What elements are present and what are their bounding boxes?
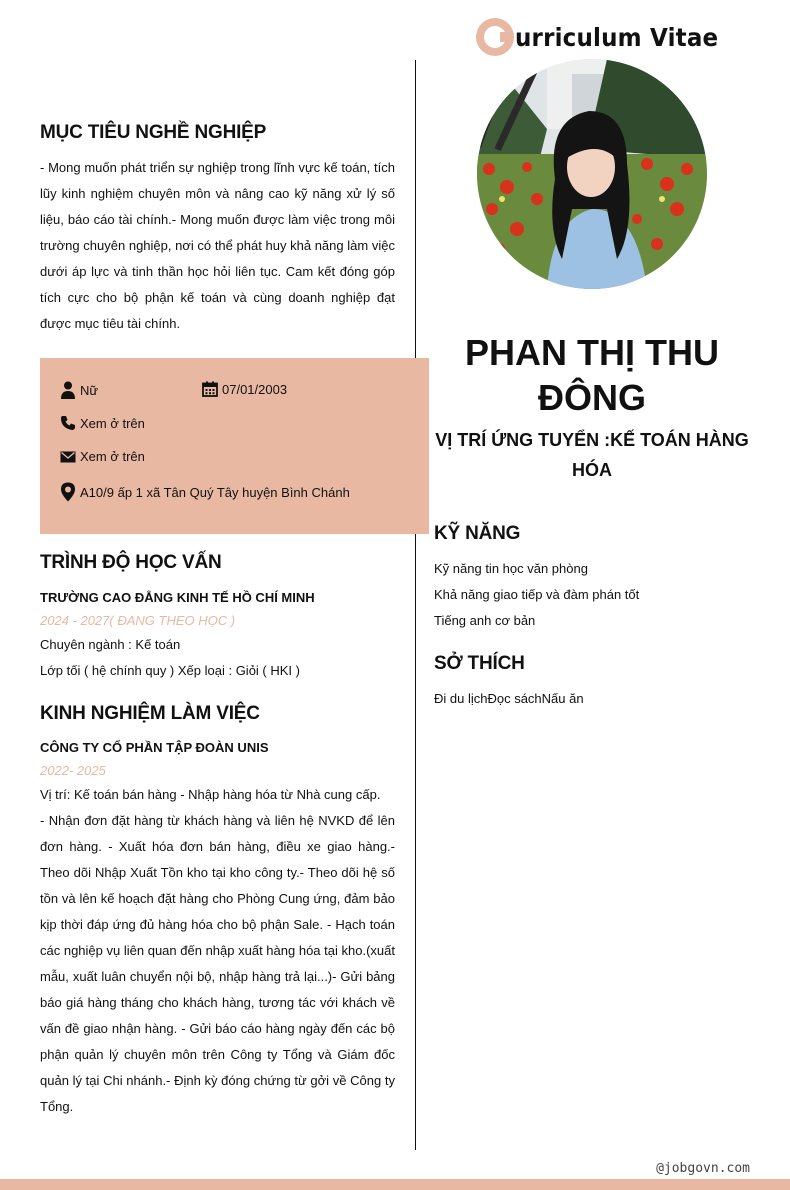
phone-row: [60, 415, 145, 431]
hobbies-title: SỞ THÍCH: [434, 653, 525, 674]
candidate-name: PHAN THỊ THU ĐÔNG: [465, 332, 719, 418]
skill-item: Kỹ năng tin học văn phòng: [434, 561, 588, 576]
logo-text: urriculum Vitae: [515, 22, 719, 52]
objective-text: - Mong muốn phát triển sự nghiệp trong lĩnh vực kế toán, tích lũy kinh nghiệm chuyên môn và nâng cao kỹ năng xử lý số liệu, báo cáo tài chính.- Mong muốn được làm việc trong môi trường chuyên nghiệp, nơi có thể phát huy khả năng làm việc dưới áp lực và tinh thần học hỏi liên tục. Cam kết đóng góp tích cực cho bộ phận kế toán và cùng doanh nghiệp đạt được mục tiêu tài chính.: [40, 160, 395, 331]
address-value: A10/9 ấp 1 xã Tân Quý Tây huyện Bình Chánh: [80, 484, 350, 500]
address-row: [60, 482, 350, 502]
experience-dates: 2022- 2025: [40, 763, 106, 778]
calendar-icon: [202, 381, 218, 397]
gender-row: [60, 381, 98, 399]
applied-position: VỊ TRÍ ỨNG TUYỂN :KẾ TOÁN HÀNG HÓA: [435, 430, 749, 480]
profile-photo: [477, 59, 707, 289]
education-major: Chuyên ngành : Kế toán: [40, 637, 181, 652]
education-title: TRÌNH ĐỘ HỌC VẤN: [40, 552, 222, 573]
experience-description: - Nhận đơn đặt hàng từ khách hàng và liên hệ NVKD để lên đơn hàng. - Xuất hóa đơn bán hàng, điều xe giao hàng.- Theo dõi Nhập Xuất Tồn kho tại kho công ty.- Theo dõi hệ số tồn và lên kế hoạch đặt hàng cho Phòng Cung ứng, đảm bảo kịp thời đáp ứng đủ hàng hóa cho bộ phận Sale. - Hạch toán các nghiệp vụ liên quan đến nhập xuất hàng hóa tại kho.(xuất mẫu, xuất luân chuyển nội bộ, nhập hàng trả lại...)- Gửi bảng báo giá hàng tháng cho khách hàng, tương tác với khách về vấn đề giao nhận hàng. - Gửi báo cáo hàng ngày đến các bộ phận quản lý chuyên môn trên Công ty Tổng và Giám đốc quản lý tại Chi nhánh.- Định kỳ đóng chứng từ gởi về Công ty Tổng.: [40, 813, 395, 1114]
phone-icon: [60, 415, 76, 431]
column-divider: [415, 60, 416, 1150]
skills-title: KỸ NĂNG: [434, 523, 521, 544]
dob-value: 07/01/2003: [222, 381, 288, 397]
education-class: Lớp tối ( hệ chính quy ) Xếp loại : Giỏi ( HKI ): [40, 663, 300, 678]
company-name: CÔNG TY CỔ PHẦN TẬP ĐOÀN UNIS: [40, 740, 269, 755]
cv-logo: [476, 16, 736, 58]
email-row: [60, 449, 145, 464]
skill-item: Tiếng anh cơ bản: [434, 613, 536, 628]
watermark: @jobgovn.com: [656, 1161, 750, 1176]
skill-item: Khả năng giao tiếp và đàm phán tốt: [434, 587, 640, 602]
email-value: Xem ở trên: [80, 449, 145, 464]
dob-row: [202, 381, 287, 397]
location-pin-icon: [60, 482, 76, 502]
gender-value: Nữ: [80, 382, 99, 398]
objective-title: MỤC TIÊU NGHỀ NGHIỆP: [40, 122, 267, 143]
logo-c-badge: [476, 18, 514, 56]
experience-title: KINH NGHIỆM LÀM VIỆC: [40, 703, 260, 724]
bottom-accent-bar: [0, 1179, 790, 1190]
hobbies-text: Đi du lịchĐọc sáchNấu ăn: [434, 691, 584, 706]
experience-role: Vị trí: Kế toán bán hàng - Nhập hàng hóa từ Nhà cung cấp.: [40, 787, 381, 802]
phone-value: Xem ở trên: [80, 415, 145, 431]
email-icon: [60, 450, 76, 464]
school-name: TRƯỜNG CAO ĐẲNG KINH TẾ HỒ CHÍ MINH: [40, 590, 315, 605]
education-dates: 2024 - 2027( ĐANG THEO HỌC ): [40, 613, 236, 628]
contact-box: [40, 358, 429, 534]
person-icon: [60, 381, 76, 399]
